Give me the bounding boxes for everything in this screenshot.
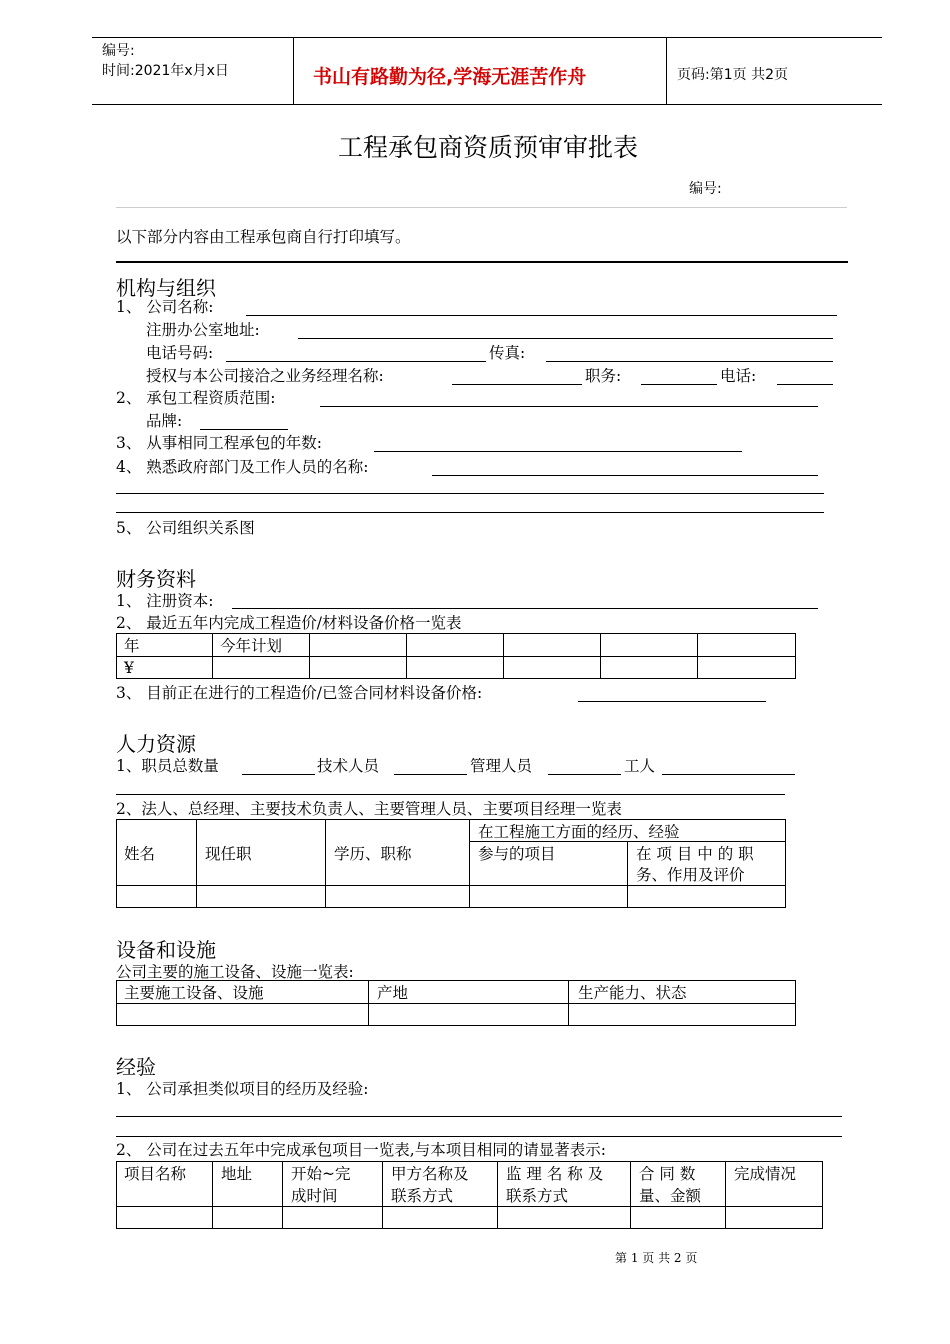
company-name-field[interactable] [246,315,837,316]
table-header-origin: 产地 [377,984,409,1002]
thick-rule [116,261,848,263]
similar-projects-label: 1、 公司承担类似项目的经历及经验: [116,1080,369,1098]
table-header-experience: 在工程施工方面的经历、经验 [478,823,680,841]
fax-field[interactable] [546,361,833,362]
table-header-role: 务、作用及评价 [636,866,745,884]
section-heading-finance: 财务资料 [116,567,196,591]
position-label: 职务: [585,367,622,385]
page-title: 工程承包商资质预审审批表 [337,133,638,162]
table-header-time: 成时间 [291,1187,338,1205]
table-header-plan: 今年计划 [220,637,283,655]
section-heading-equipment: 设备和设施 [116,938,216,962]
table-header-contract: 量、金额 [639,1187,702,1205]
header-top-rule [92,37,882,38]
brand-field[interactable] [200,429,288,430]
similar-projects-field[interactable] [116,1116,842,1117]
capital-field[interactable] [232,608,818,609]
tech-staff-field[interactable] [394,774,467,775]
header-motto: 书山有路勤为径,学海无涯苦作舟 [313,66,587,88]
page-footer: 第 1 页 共 2 页 [615,1251,698,1265]
page-indicator: 页码:第1页 共2页 [677,67,788,83]
equipment-table-label: 公司主要的施工设备、设施一览表: [116,963,354,981]
phone-field[interactable] [226,361,486,362]
gov-contacts-extra-line[interactable] [116,493,824,494]
header-divider [666,37,667,105]
tech-staff-label: 技术人员 [317,757,380,775]
tel-label: 电话: [720,367,757,385]
staff-total-label: 1、职员总数量 [116,757,219,775]
table-header-supervisor: 监 理 名 称 及 [506,1165,604,1183]
table-header-time: 开始~完 [291,1165,351,1183]
ongoing-value-label: 3、 目前正在进行的工程造价/已签合同材料设备价格: [116,684,483,702]
worker-label: 工人 [624,757,656,775]
table-header-year: 年 [124,637,140,655]
company-name-label: 1、 公司名称: [116,298,214,316]
brand-label: 品牌: [146,412,183,430]
manager-field[interactable] [452,384,582,385]
ongoing-value-field[interactable] [578,701,766,702]
office-address-label: 注册办公室地址: [146,321,260,339]
hr-extra-line[interactable] [116,794,785,795]
time-label: 时间:2021年x月x日 [102,63,229,79]
worker-field[interactable] [662,774,795,775]
capital-label: 1、 注册资本: [116,592,214,610]
years-label: 3、 从事相同工程承包的年数: [116,434,323,452]
header-divider [293,37,294,105]
table-header-equipment: 主要施工设备、设施 [124,984,264,1002]
gov-contacts-extra-line[interactable] [116,512,824,513]
table-header-owner: 甲方名称及 [391,1165,469,1183]
table-header-current: 现任职 [205,845,252,863]
table-header-projects: 参与的项目 [478,845,556,863]
qualification-label: 2、 承包工程资质范围: [116,389,276,407]
section-heading-experience: 经验 [116,1055,156,1079]
section-heading-hr: 人力资源 [116,732,196,756]
similar-projects-field[interactable] [116,1136,842,1137]
mgmt-staff-field[interactable] [548,774,621,775]
staff-total-field[interactable] [242,774,315,775]
office-address-field[interactable] [298,338,833,339]
intro-text: 以下部分内容由工程承包商自行打印填写。 [116,228,411,246]
mgmt-staff-label: 管理人员 [470,757,533,775]
serial-label: 编号: [689,181,722,197]
position-field[interactable] [641,384,717,385]
table-header-role: 在 项 目 中 的 职 [636,845,754,863]
currency-symbol: ¥ [124,659,134,677]
table-header-supervisor: 联系方式 [506,1187,569,1205]
header-bottom-rule [92,104,882,105]
table-header-education: 学历、职称 [334,845,412,863]
section-heading-org: 机构与组织 [116,276,216,300]
table-header-capacity: 生产能力、状态 [578,984,687,1002]
five-year-table-label: 2、 最近五年内完成工程造价/材料设备价格一览表 [116,614,462,632]
phone-label: 电话号码: [146,344,214,362]
completed-projects-label: 2、 公司在过去五年中完成承包项目一览表,与本项目相同的请显著表示: [116,1141,606,1159]
manager-label: 授权与本公司接洽之业务经理名称: [146,367,384,385]
key-staff-table-label: 2、法人、总经理、主要技术负责人、主要管理人员、主要项目经理一览表 [116,800,622,818]
org-chart-label: 5、 公司组织关系图 [116,519,255,537]
gov-contacts-field[interactable] [432,475,818,476]
fax-label: 传真: [489,344,526,362]
table-header-contract: 合 同 数 [639,1165,696,1183]
qualification-field[interactable] [320,406,818,407]
table-header-status: 完成情况 [734,1165,797,1183]
years-field[interactable] [374,451,742,452]
table-header-owner: 联系方式 [391,1187,454,1205]
table-header-address: 地址 [221,1165,253,1183]
doc-number-label: 编号: [102,43,135,59]
tel-field[interactable] [777,384,833,385]
title-rule [116,207,847,208]
table-header-project: 项目名称 [124,1165,187,1183]
table-header-name: 姓名 [124,845,156,863]
gov-contacts-label: 4、 熟悉政府部门及工作人员的名称: [116,458,369,476]
